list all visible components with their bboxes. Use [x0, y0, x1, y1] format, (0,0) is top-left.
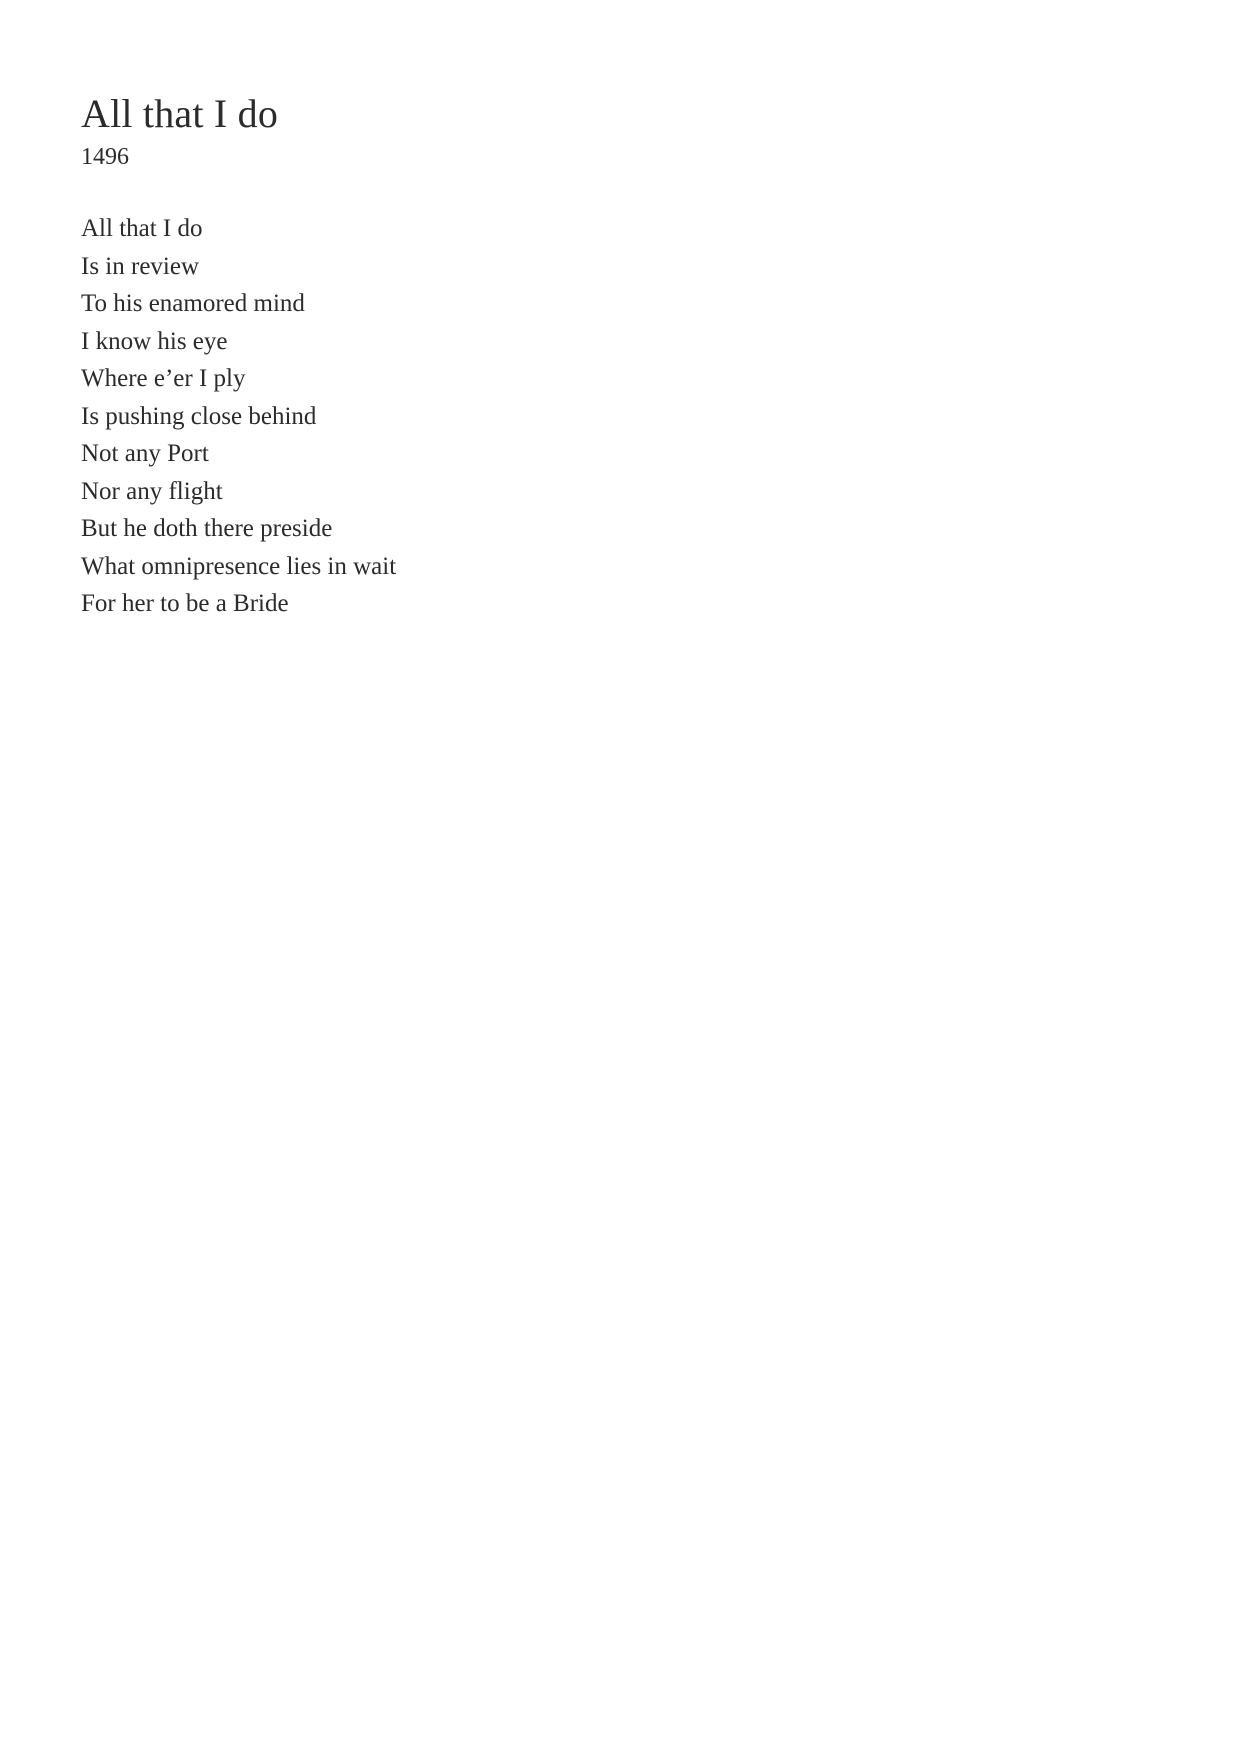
poem-line: All that I do	[81, 215, 203, 242]
poem-line: For her to be a Bride	[81, 590, 289, 617]
poem-line: Is in review	[81, 252, 200, 280]
poem-line: To his enamored mind	[81, 290, 305, 317]
poem-line: Is pushing close behind	[81, 402, 317, 430]
poem-line: But he doth there preside	[81, 515, 333, 542]
poem-line: What omnipresence lies in wait	[81, 552, 397, 580]
poem-line: Not any Port	[81, 440, 209, 467]
poem-title: All that I do	[81, 91, 279, 136]
poem-line: Where e’er I ply	[81, 365, 246, 392]
poem-number: 1496	[81, 144, 129, 170]
poem-line: Nor any flight	[81, 477, 223, 505]
poem-container	[81, 88, 981, 623]
poem-line: I know his eye	[81, 327, 228, 355]
poem-lines	[81, 210, 981, 623]
